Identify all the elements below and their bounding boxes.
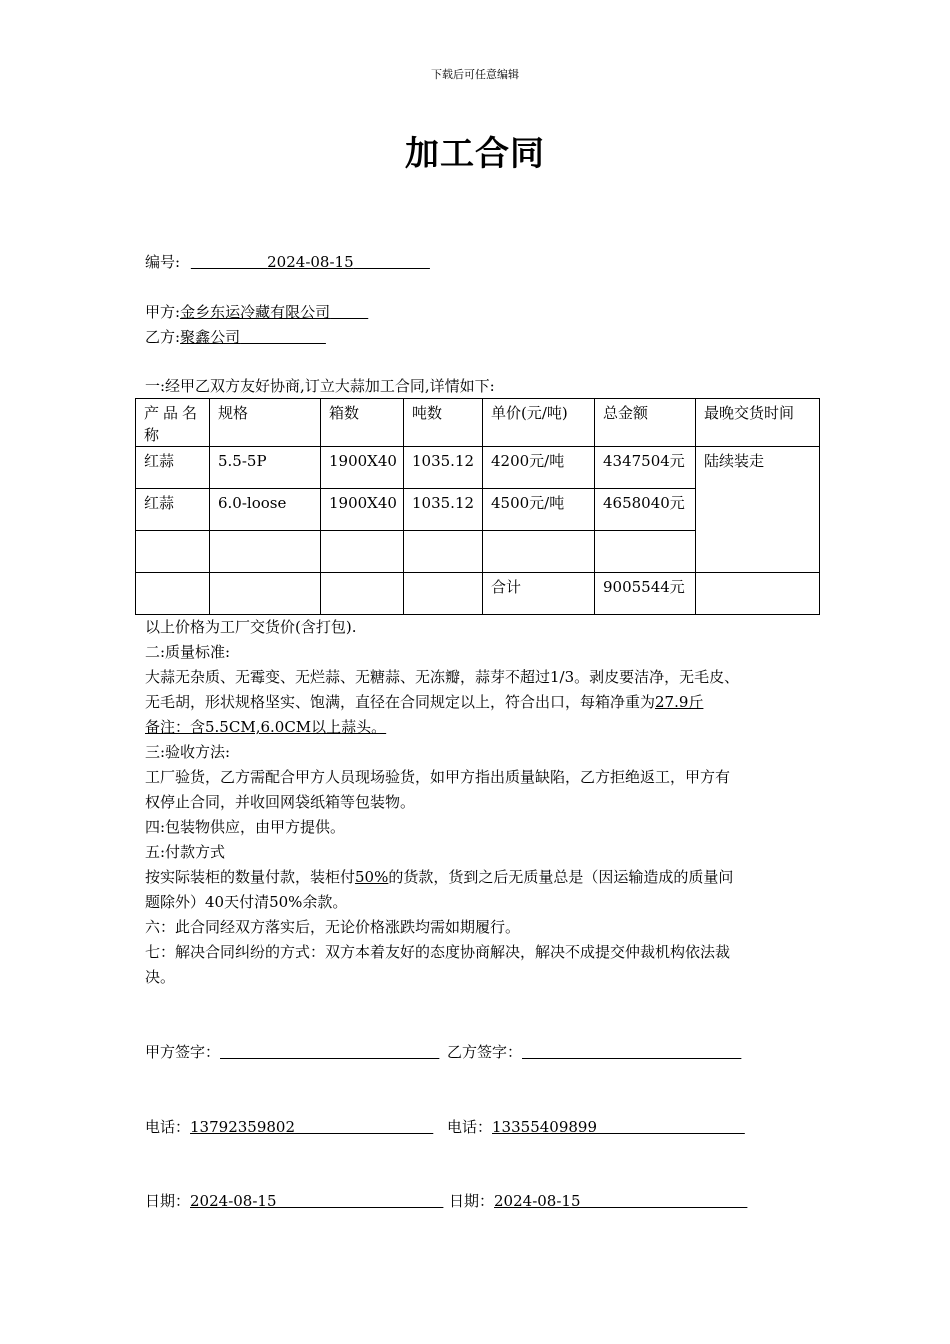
- header-cell: 最晚交货时间: [696, 399, 820, 447]
- party-a-signature: [145, 1040, 439, 1065]
- table-cell: [321, 573, 404, 615]
- section-3-title: 三:验收方法:: [145, 743, 231, 761]
- table-cell: [404, 531, 483, 573]
- date-label: 日期：: [145, 1192, 191, 1210]
- contract-number-label: 编号:: [145, 253, 181, 271]
- header-cell: 总金额: [595, 399, 696, 447]
- signature-line[interactable]: [220, 1043, 439, 1061]
- section-5-text-cont: 题除外）40天付清50%余款。: [145, 893, 348, 911]
- table-cell: 1035.12: [404, 447, 483, 489]
- table-header-row: [136, 399, 820, 447]
- table-cell: 5.5-5P: [210, 447, 321, 489]
- contract-number: [145, 250, 430, 275]
- section-2-text-b: 无毛胡，形状规格坚实、饱满，直径在合同规定以上，符合出口，每箱净重为: [145, 693, 656, 711]
- phone-value: 13355409899: [492, 1118, 597, 1136]
- table-cell: [210, 573, 321, 615]
- date-value: 2024-08-15: [494, 1192, 581, 1210]
- table-cell: 1900X40: [321, 447, 404, 489]
- table-cell: 1035.12: [404, 489, 483, 531]
- section-4: 四:包装物供应，由甲方提供。: [145, 818, 346, 836]
- party-a-date: [145, 1189, 443, 1214]
- date-value: 2024-08-15: [190, 1192, 277, 1210]
- table-cell: 4500元/吨: [483, 489, 595, 531]
- order-table: [135, 398, 820, 615]
- signature-label: 甲方签字：: [145, 1043, 221, 1061]
- table-cell: [136, 573, 210, 615]
- remark-text: 备注：含5.5CM,6.0CM以上蒜头。: [145, 718, 387, 736]
- table-cell: [210, 531, 321, 573]
- header-cell: 规格: [210, 399, 321, 447]
- section-5-text-a1: 按实际装柜的数量付款，装柜付: [145, 868, 356, 886]
- section-2-text: 大蒜无杂质、无霉变、无烂蒜、无糖蒜、无冻瓣，蒜芽不超过1/3。剥皮要洁净，无毛皮、: [145, 668, 740, 686]
- table-cell: 6.0-loose: [210, 489, 321, 531]
- party-b-label: 乙方:: [145, 328, 181, 346]
- table-cell: 红蒜: [136, 447, 210, 489]
- price-note: 以上价格为工厂交货价(含打包).: [145, 618, 357, 636]
- date-label: 日期：: [449, 1192, 495, 1210]
- section-7: 七：解决合同纠纷的方式：双方本着友好的态度协商解决，解决不成提交仲裁机构依法裁: [145, 943, 731, 961]
- section-3-text: 工厂验货，乙方需配合甲方人员现场验货，如甲方指出质量缺陷，乙方拒绝返工，甲方有: [145, 768, 731, 786]
- signature-label: 乙方签字：: [447, 1043, 523, 1061]
- phone-value: 13792359802: [190, 1118, 295, 1136]
- contract-number-value: 2024-08-15: [267, 253, 354, 271]
- table-cell: [595, 531, 696, 573]
- table-total-row: [136, 573, 820, 615]
- party-a-phone: [145, 1115, 433, 1140]
- phone-label: 电话：: [145, 1118, 191, 1136]
- table-cell: [696, 573, 820, 615]
- net-weight: 27.9斤: [655, 693, 704, 711]
- phone-label: 电话：: [447, 1118, 493, 1136]
- section-5-text: [145, 865, 733, 890]
- party-a-label: 甲方:: [145, 303, 181, 321]
- section-3-text-cont: 权停止合同，并收回网袋纸箱等包装物。: [145, 793, 416, 811]
- party-b-date: [449, 1189, 747, 1214]
- table-cell: [483, 531, 595, 573]
- delivery-cell: 陆续装走: [696, 447, 820, 573]
- section-6: 六：此合同经双方落实后，无论价格涨跌均需如期履行。: [145, 918, 521, 936]
- party-b-value: 聚鑫公司: [180, 328, 241, 346]
- total-label: 合计: [483, 573, 595, 615]
- table-cell: 4347504元: [595, 447, 696, 489]
- header-cell: 单价(元/吨): [483, 399, 595, 447]
- header-cell: 吨数: [404, 399, 483, 447]
- table-cell: 4200元/吨: [483, 447, 595, 489]
- payment-percent: 50%: [355, 868, 389, 886]
- table-cell: [136, 531, 210, 573]
- table-cell: [321, 531, 404, 573]
- section-2-remark: [145, 715, 386, 740]
- party-a: [145, 300, 368, 325]
- table-row: [136, 447, 820, 489]
- page-title: 加工合同: [405, 134, 545, 174]
- party-b-phone: [447, 1115, 745, 1140]
- table-cell: 4658040元: [595, 489, 696, 531]
- intro-text: 一:经甲乙双方友好协商,订立大蒜加工合同,详情如下:: [145, 377, 495, 395]
- section-2-title: 二:质量标准:: [145, 643, 231, 661]
- section-5-text-a2: 的货款，货到之后无质量总是（因运输造成的质量问: [388, 868, 734, 886]
- party-b: [145, 325, 326, 350]
- section-7-cont: 决。: [145, 968, 176, 986]
- total-value: 9005544元: [595, 573, 696, 615]
- party-b-signature: [447, 1040, 741, 1065]
- section-5-title: 五:付款方式: [145, 843, 226, 861]
- section-2-text-cont: [145, 690, 703, 715]
- header-note: 下载后可任意编辑: [431, 68, 519, 81]
- party-a-value: 金乡东运冷藏有限公司: [180, 303, 331, 321]
- header-cell: 产品名称: [136, 399, 210, 447]
- signature-line[interactable]: [522, 1043, 741, 1061]
- header-cell: 箱数: [321, 399, 404, 447]
- table-cell: 红蒜: [136, 489, 210, 531]
- table-cell: [404, 573, 483, 615]
- table-cell: 1900X40: [321, 489, 404, 531]
